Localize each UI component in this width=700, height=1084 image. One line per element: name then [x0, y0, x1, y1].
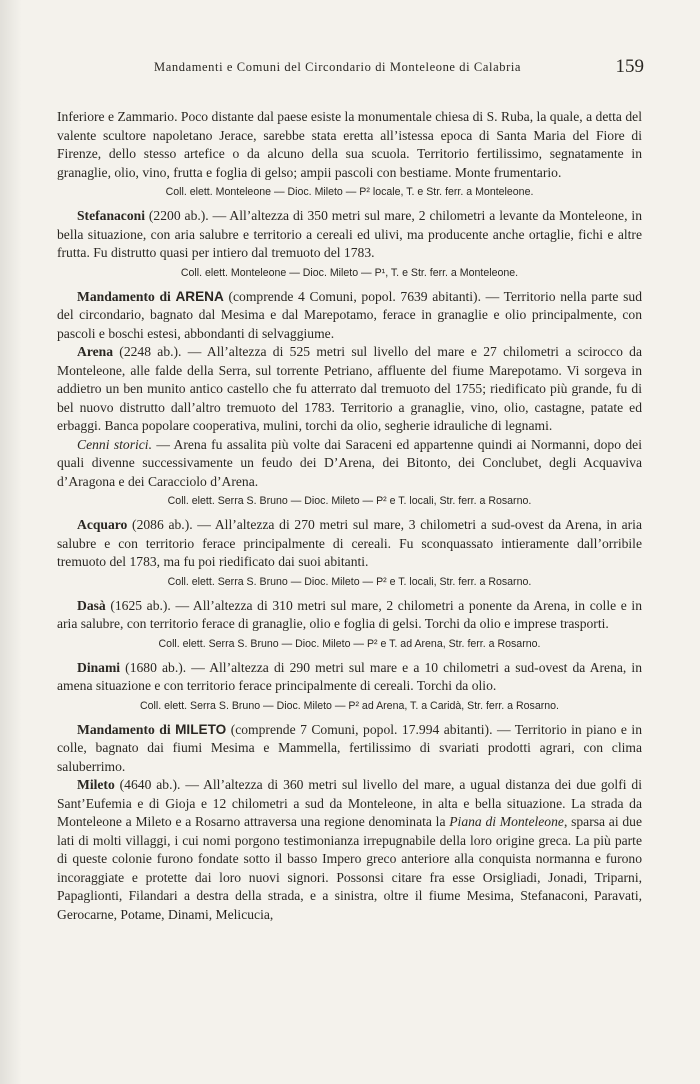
entry-name: Dasà — [77, 597, 106, 613]
entry-text-continued: , sparsa ai due lati di molti villaggi, i cui nomi porgono testimonianza irrepugnabile della loro origine greca. La più parte di queste colonie furono fondate sotto il basso Impero greco anteriore alla conquista normanna e furono incoraggiate e protette dai loro nuovi signori. Possonsi citare fra esse Orsigliadi, Jonadi, Triparni, Papaglionti, Filandari a destra della strada, e a sinistra, oltre il fiume Mesima, Stefanaconi, Paravati, Gerocarne, Potame, Dinami, Melicucia, — [57, 814, 642, 922]
page-body — [57, 108, 642, 924]
entry-name: Arena — [77, 344, 113, 359]
mandamento-text: (comprende 7 Comuni, popol. 17.994 abitanti). — Territorio in piano e in colle, bagnato dai fiumi Mesima e Mammella, fertilissimo di svariati prodotti agrari, con clima saluberrimo. — [57, 721, 642, 774]
entry-dasa — [57, 597, 642, 634]
entry-meta: Coll. elett. Serra S. Bruno — Dioc. Mileto — P² e T. ad Arena, Str. ferr. a Rosarno. — [158, 637, 541, 650]
entry-text: (2086 ab.). — All’altezza di 270 metri sul mare, 3 chilometri a sud-ovest da Arena, in aria salubre e con territorio ferace principalmente di cereali. Fu sconquassato intieramente dall’orribile tremuoto del 1783, ma fu poi riedificato dai suoi abitanti. — [57, 517, 642, 569]
entry-meta: Coll. elett. Serra S. Bruno — Dioc. Mileto — P² ad Arena, T. a Caridà, Str. ferr. a Rosarno. — [139, 699, 560, 712]
historical-notes — [57, 436, 642, 492]
page-edge-shadow — [0, 0, 22, 1084]
entry-text: (2248 ab.). — All’altezza di 525 metri sul livello del mare e 27 chilometri a scirocco da Monteleone, alle falde della Serra, sul torrente Petriano, affluente del fiume Marepotamo. Vi sorgeva in addietro un ben munito antico castello che fu atterrato dal tremuoto del 1755; riedificato più grande, fu di bel nuovo distrutto dall’altro tremuoto del 1783. Territorio a granaglie, vino, olio, castagne, patate ed erbaggi. Banca popolare cooperativa, mulini, torchi da olio, segherie idrauliche di legnami. — [57, 344, 642, 433]
entry-stefanaconi — [57, 207, 642, 263]
entry-name: Dinami — [77, 659, 121, 675]
paragraph-intro: Inferiore e Zammario. Poco distante dal paese esiste la monumentale chiesa di S. Ruba, la quale, a detta del valente scultore napoletano Jerace, sarebbe stata eretta all’istessa epoca di Santa Maria del Fiore di Firenze, dello stesso artefice o da alcuno della sua scuola. Territorio fertilissimo, segnatamente in granaglie, olio, vino, frutta e foglia di gelso; ampii pascoli con bestiame. Monte frumentario. — [57, 109, 642, 180]
entry-meta: Coll. elett. Monteleone — Dioc. Mileto — P² locale, T. e Str. ferr. a Monteleone. — [165, 186, 534, 198]
entry-text: (1625 ab.). — All’altezza di 310 metri sul mare, 2 chilometri a ponente da Arena, in colle e in aria salubre, con territorio ferace di granaglie, olio e foglia di gelsi. Torchi da olio e imprese trasporti. — [57, 597, 642, 631]
mandamento-arena — [57, 288, 642, 344]
historical-notes-label: Cenni storici. — [77, 436, 152, 452]
page-header — [58, 56, 644, 84]
entry-meta: Coll. elett. Monteleone — Dioc. Mileto — P¹, T. e Str. ferr. a Monteleone. — [180, 266, 519, 279]
entry-text: (4640 ab.). — All’altezza di 360 metri sul livello del mare, a ugual distanza dei due golfi di Sant’Eufemia e di Gioja e 12 chilometri a sud da Monteleone, in alta e bella situazione. La strada da Monteleone a Mileto e a Rosarno attraversa una regione denominata la — [57, 777, 642, 829]
entry-dinami — [57, 659, 642, 696]
historical-notes-text: — Arena fu assalita più volte dai Saraceni ed appartenne quindi ai Normanni, dopo dei quali divenne successivamente un feudo dei D’Arena, dei Bitonto, dei Conclubet, degli Acquaviva d’Aragona e dei Caracciolo d’Arena. — [57, 436, 642, 489]
mandamento-prefix: Mandamento di — [77, 288, 176, 304]
entry-meta: Coll. elett. Serra S. Bruno — Dioc. Mileto — P² e T. locali, Str. ferr. a Rosarno. — [167, 575, 532, 588]
running-head: Mandamenti e Comuni del Circondario di Monteleone di Calabria — [154, 60, 522, 74]
entry-meta: Coll. elett. Serra S. Bruno — Dioc. Mileto — P² e T. locali, Str. ferr. a Rosarno. — [167, 495, 532, 507]
entry-text: (2200 ab.). — All’altezza di 350 metri sul mare, 2 chilometri a levante da Monteleone, in bella situazione, con aria salubre e territorio a cereali ed ulivi, ma producente anche ortaglie, fichi e altre frutta. Fu distrutto quasi per intiero dal tremuoto del 1783. — [57, 208, 642, 260]
mandamento-prefix: Mandamento di — [77, 721, 176, 737]
place-name-italic: Piana di Monteleone — [449, 814, 564, 829]
mandamento-name: MILETO — [175, 721, 227, 737]
entry-arena — [57, 343, 642, 436]
entry-mileto — [57, 776, 642, 924]
entry-text: (1680 ab.). — All’altezza di 290 metri sul mare e a 10 chilometri a sud-ovest da Arena, in amena situazione e con territorio ferace principalmente di cereali. Torchi da olio. — [57, 659, 642, 693]
mandamento-text: (comprende 4 Comuni, popol. 7639 abitanti). — Territorio nella parte sud del circondario, bagnato dal Mesima e dal Marepotamo, ferace in granaglie e olio principalmente, con pascoli e boschi estesi, abbondanti di selvaggiume. — [57, 288, 643, 341]
mandamento-name: ARENA — [175, 288, 224, 304]
entry-name: Mileto — [77, 777, 115, 792]
entry-acquaro — [57, 516, 642, 572]
entry-name: Stefanaconi — [77, 208, 145, 223]
entry-name: Acquaro — [77, 517, 128, 532]
page-number: 159 — [615, 56, 644, 77]
mandamento-mileto — [57, 721, 642, 777]
